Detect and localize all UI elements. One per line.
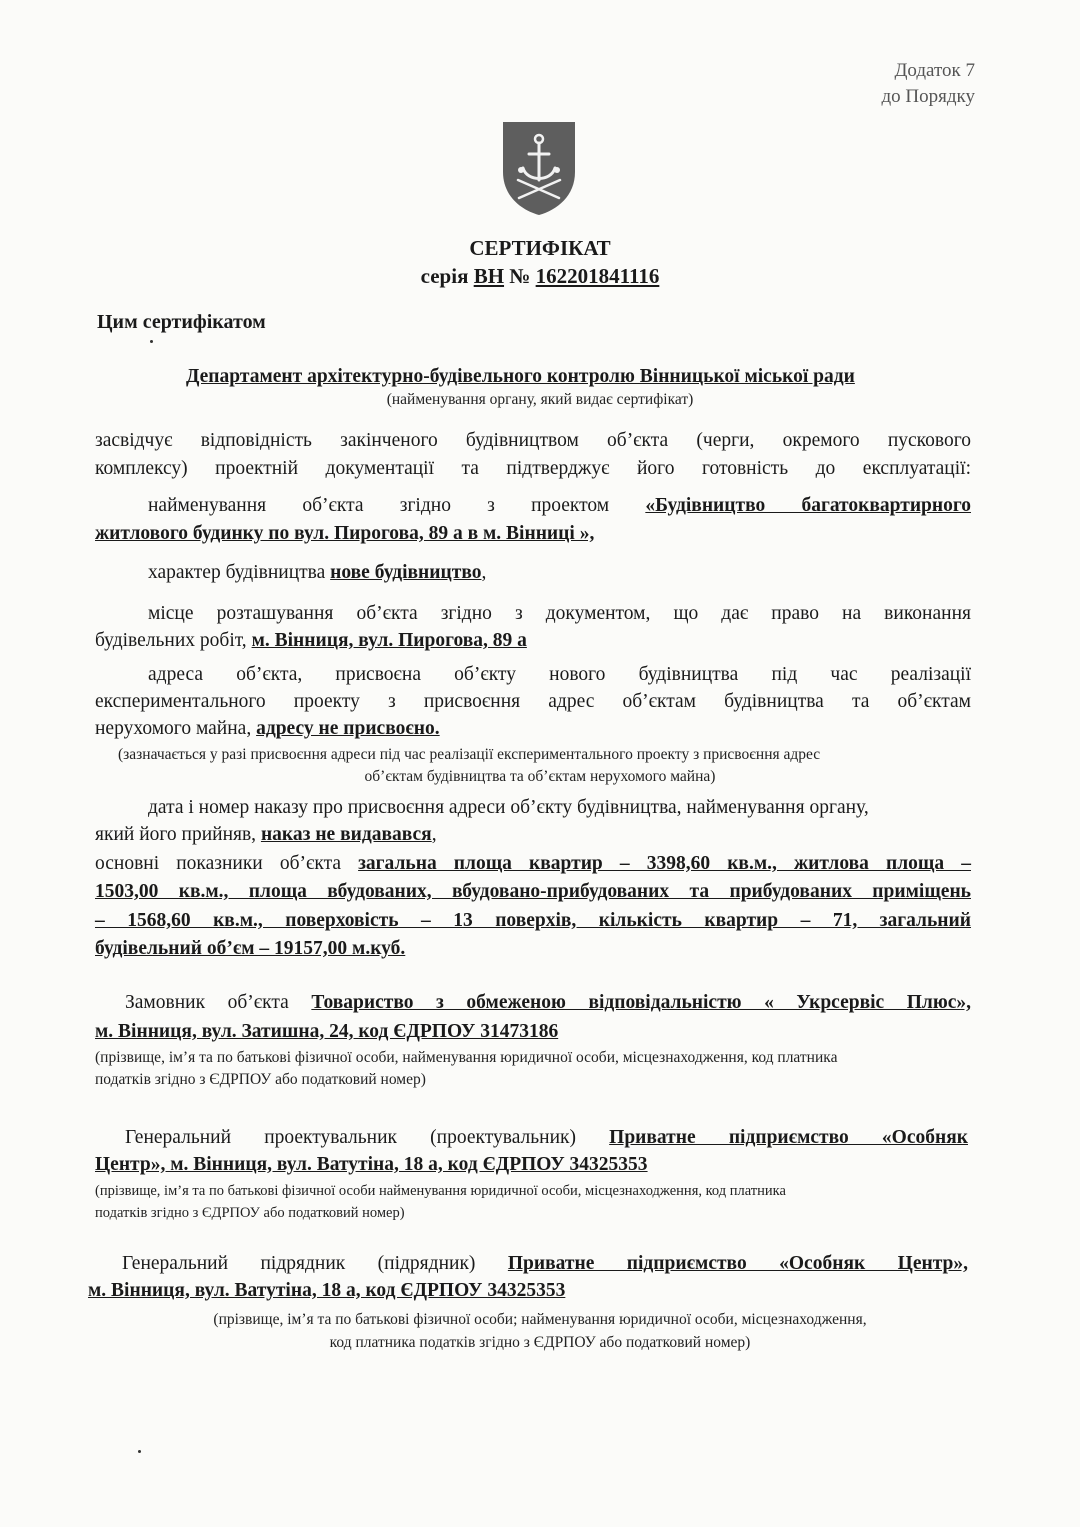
address-note-1: (зазначається у разі присвоєння адреси під час реалізації експериментального проекту з присвоєння адрес [118, 746, 821, 763]
issuer-name: Департамент архітектурно-будівельного контролю Вінницької міської ради [186, 366, 855, 387]
indicators-line-1 [95, 852, 971, 876]
designer-line-1 [125, 1126, 968, 1150]
object-name-value-2: житлового будинку по вул. Пирогова, 89 а в м. Вінниці », [95, 523, 595, 544]
address-note-2: об’єктам будівництва та об’єктам нерухомого майна) [364, 768, 716, 785]
indicators-value-1: загальна площа квартир – 3398,60 кв.м., житлова площа – [358, 853, 971, 874]
vinnytsia-coat-of-arms-icon [501, 120, 577, 216]
object-name-label: найменування об’єкта згідно з проектом [148, 495, 610, 516]
contractor-value-1: Приватне підприємство «Особняк Центр», [507, 1253, 969, 1274]
issuer-caption: (найменування органу, який видає сертифікат) [386, 391, 694, 408]
certifies-line-1: засвідчує відповідність закінченого будівництвом об’єкта (черги, окремого пускового [95, 430, 971, 451]
location-line-1: місце розташування об’єкта згідно з документом, що дає право на виконання [148, 603, 971, 624]
order-suffix: , [431, 824, 437, 845]
annex-reference [881, 58, 975, 110]
address-line-2: експериментального проекту з присвоєння адрес об’єктам будівництва та об’єктам [95, 691, 971, 712]
order-line-1: дата і номер наказу про присвоєння адреси об’єкту будівництва, найменування органу, [148, 797, 869, 818]
indicators-label: основні показники об’єкта [95, 853, 341, 874]
object-name-value-1: «Будівництво багатоквартирного [645, 495, 971, 516]
address-label: нерухомого майна, [95, 718, 252, 739]
customer-caption-1: (прізвище, ім’я та по батькові фізичної особи, найменування юридичної особи, місцезнаходження, код платника [95, 1049, 838, 1066]
series-label: серія [420, 264, 469, 288]
indicators-value-4: будівельний об’єм – 19157,00 м.куб. [95, 938, 406, 959]
customer-value-1: Товариство з обмеженою відповідальністю « Укрсервіс Плюс», [311, 992, 972, 1013]
scan-dot [138, 1450, 141, 1453]
designer-value-1: Приватне підприємство «Особняк [609, 1127, 969, 1148]
intro-text: Цим сертифікатом [97, 311, 266, 333]
designer-caption-2: податків згідно з ЄДРПОУ або податковий номер) [95, 1205, 405, 1221]
order-line-2 [95, 823, 437, 847]
location-line-2 [95, 629, 527, 653]
contractor-value-2: м. Вінниця, вул. Ватутіна, 18 а, код ЄДРПОУ 34325353 [88, 1280, 566, 1301]
construction-type-value: нове будівництво [330, 562, 482, 583]
contractor-line-1 [122, 1252, 968, 1276]
certificate-series-line [0, 264, 1080, 289]
construction-type-label: характер будівництва [148, 562, 326, 583]
series-code: ВН [473, 264, 505, 288]
address-value: адресу не присвоєно. [256, 718, 440, 739]
contractor-caption-2: код платника податків згідно з ЄДРПОУ або податковий номер) [329, 1334, 751, 1351]
indicators-value-2: 1503,00 кв.м., площа вбудованих, вбудовано-прибудованих та прибудованих приміщень [95, 881, 971, 902]
indicators-value-3: – 1568,60 кв.м., поверховість – 13 поверхів, кількість квартир – 71, загальний [95, 910, 971, 931]
location-label: будівельних робіт, [95, 630, 247, 651]
certificate-title: СЕРТИФІКАТ [469, 236, 611, 260]
scan-dot [150, 340, 153, 343]
annex-order: до Порядку [881, 86, 975, 107]
annex-number: Додаток 7 [894, 60, 975, 81]
construction-type-suffix: , [481, 562, 487, 583]
customer-caption-2: податків згідно з ЄДРПОУ або податковий номер) [95, 1071, 426, 1088]
order-label: який його прийняв, [95, 824, 257, 845]
order-value: наказ не видавався [260, 824, 432, 845]
designer-label: Генеральний проектувальник (проектувальник) [125, 1127, 576, 1148]
construction-type [148, 561, 486, 585]
address-line-1: адреса об’єкта, присвоєна об’єкту нового будівництва під час реалізації [148, 664, 971, 685]
designer-value-2: Центр», м. Вінниця, вул. Ватутіна, 18 а, код ЄДРПОУ 34325353 [95, 1154, 648, 1175]
object-name-line-1 [148, 494, 971, 518]
contractor-label: Генеральний підрядник (підрядник) [122, 1253, 476, 1274]
number-sign: № [509, 264, 531, 288]
address-line-3 [95, 717, 440, 741]
designer-caption-1: (прізвище, ім’я та по батькові фізичної особи найменування юридичної особи, місцезнаходження, код платника [95, 1183, 786, 1199]
location-value: м. Вінниця, вул. Пирогова, 89 а [251, 630, 527, 651]
customer-value-2: м. Вінниця, вул. Затишна, 24, код ЄДРПОУ 31473186 [95, 1021, 559, 1042]
contractor-caption-1: (прізвище, ім’я та по батькові фізичної особи; найменування юридичної особи, місцезнаходження, [213, 1311, 867, 1328]
certificate-number: 162201841116 [535, 264, 660, 288]
customer-line-1 [125, 991, 971, 1015]
customer-label: Замовник об’єкта [125, 992, 289, 1013]
certifies-line-2: комплексу) проектній документації та підтверджує його готовність до експлуатації: [95, 458, 971, 479]
